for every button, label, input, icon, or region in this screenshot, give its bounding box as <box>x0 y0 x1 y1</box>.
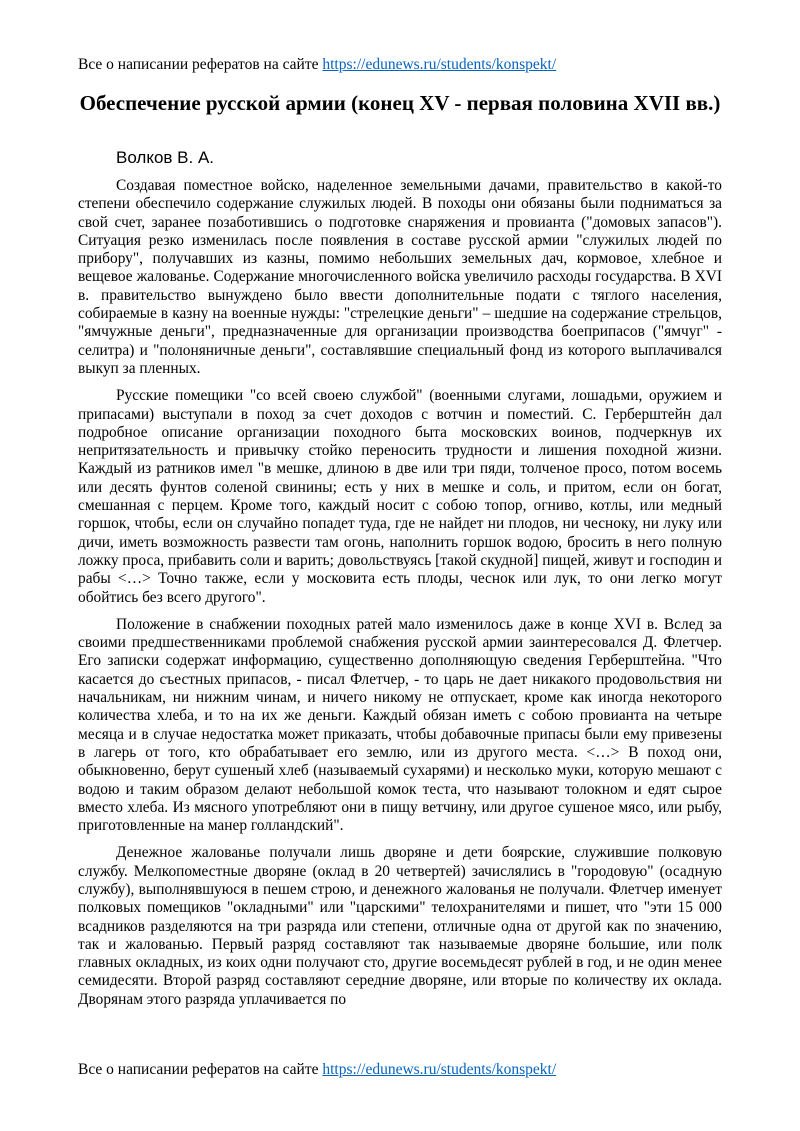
paragraph-1: Создавая поместное войско, наделенное земельными дачами, правительство в какой-то степени обеспечило содержание служилых людей. В походы они обязаны были подниматься за свой счет, заранее позаботившись о подготовке снаряжения и провианта ("домовых запасов"). Ситуация резко изменилась после появления в составе русской армии "служилых людей по прибору", получавших из казны, помимо небольших земельных дач, кормовое, хлебное и вещевое жалованье. Содержание многочисленного войска увеличило расходы государства. В XVI в. правительство вынуждено было ввести дополнительные подати с тяглого населения, собираемые в казну на военные нужды: "стрелецкие деньги" – шедшие на содержание стрельцов, "ямчужные деньги", предназначенные для организации производства боеприпасов ("ямчуг" - селитра) и "полоняничные деньги", составлявшие специальный фонд из которого выплачивался выкуп за пленных. <box>78 177 722 377</box>
paragraph-3: Положение в снабжении походных ратей мало изменилось даже в конце XVI в. Вслед за своими предшественниками проблемой снабжения русской армии заинтересовался Д. Флетчер. Его записки содержат информацию, существенно дополняющую сведения Герберштейна. "Что касается до съестных припасов, - писал Флетчер, - то царь не дает никакого продовольствия ни начальникам, ни нижним чинам, и ничего никому не отпускает, кроме как иногда некоторого количества хлеба, и то на их же деньги. Каждый обязан иметь с собою провианта на четыре месяца и в случае недостатка может приказать, чтобы добавочные припасы были ему привезены в лагерь от того, кто обрабатывает его землю, или из другого места. <…> В поход они, обыкновенно, берут сушеный хлеб (называемый сухарями) и несколько муки, которую мешают с водою и таким образом делают небольшой комок теста, что называют толокном и едят сырое вместо хлеба. Из мясного употребляют они в пищу ветчину, или другое сушеное мясо, или рыбу, приготовленные на манер голландский". <box>78 615 722 835</box>
document-author: Волков В. А. <box>116 148 215 167</box>
document-body <box>78 177 722 1009</box>
footer-site-link[interactable]: https://edunews.ru/students/konspekt/ <box>322 1061 557 1078</box>
paragraph-2: Русские помещики "со всей своею службой" (военными слугами, лошадьми, оружием и припасами) выступали в поход за счет доходов с вотчин и поместий. С. Герберштейн дал подробное описание организации походного быта московских воинов, подчеркнув их непритязательность и привычку стойко переносить трудности и лишения походной жизни. Каждый из ратников имел "в мешке, длиною в две или три пяди, толченое просо, потом восемь или десять фунтов соленой свинины; есть у них в мешке и соль, и притом, если он богат, смешанная с перцем. Кроме того, каждый носит с собою топор, огниво, котлы, или медный горшок, чтобы, если он случайно попадет туда, где не найдет ни плодов, ни чесноку, ни луку или дичи, иметь возможность развести там огонь, наполнить горшок водою, бросить в него полную ложку проса, прибавить соли и варить; довольствуясь [такой скудной] пищей, живут и господин и рабы <…> Точно также, если у московита есть плоды, чеснок или лук, то они легко могут обойтись без всего другого". <box>78 387 722 606</box>
page-footer <box>78 1061 556 1079</box>
header-text: Все о написании рефератов на сайте <box>78 56 323 73</box>
paragraph-4: Денежное жалованье получали лишь дворяне и дети боярские, служившие полковую службу. Мелкопоместные дворяне (оклад в 20 четвертей) зачислялись в "городовую" (осадную службу), выполнявшуюся в пешем строю, и денежного жалованья не получали. Флетчер именует полковых помещиков "окладными" или "царскими" телохранителями и пишет, что "эти 15 000 всадников разделяются на три разряда или степени, отличные одна от другой как по значению, так и жалованью. Первый разряд составляют так называемые дворяне большие, или полк главных окладных, из коих одни получают сто, другие восемьдесят рублей в год, и не один менее семидесяти. Второй разряд составляют середние дворяне, или вторые по количеству их оклада. Дворянам этого разряда уплачивается по <box>78 844 722 1008</box>
header-site-link[interactable]: https://edunews.ru/students/konspekt/ <box>322 56 557 73</box>
footer-text: Все о написании рефератов на сайте <box>78 1061 323 1078</box>
page-header <box>78 56 556 74</box>
document-title: Обеспечение русской армии (конец XV - первая половина XVII вв.) <box>79 91 721 115</box>
